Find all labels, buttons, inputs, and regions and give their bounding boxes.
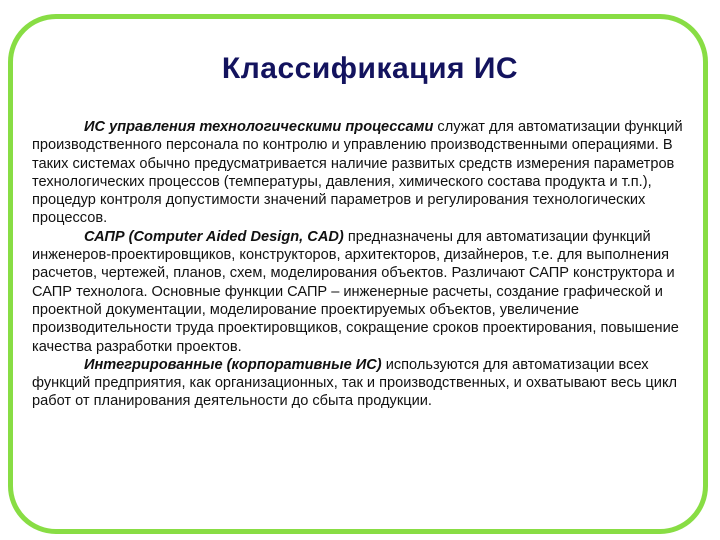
slide-body: [32, 118, 697, 411]
paragraph-integrated: [32, 356, 697, 411]
slide-title: Классификация ИС: [221, 52, 519, 85]
term-cad: САПР (Computer Aided Design, CAD): [84, 228, 344, 245]
term-integrated: Интегрированные (корпоративные ИС): [84, 356, 382, 373]
paragraph-text: служат для автоматизации функций производственного персонала по контролю и управлению производственными операциями. В таких системах обычно предусматривается наличие развитых средств измерения параметров технологических процессов (температуры, давления, химического состава продукта и т.п.), процедур контроля допустимости значений параметров и регулирования технологических процессов.: [32, 119, 683, 227]
paragraph-cad: [32, 228, 697, 356]
term-process-control: ИС управления технологическими процессами: [84, 119, 434, 135]
paragraph-process-control: [32, 118, 697, 228]
paragraph-text: используются для автоматизации всех функций предприятия, как организационных, так и производственных, и охватывают весь цикл работ от планирования деятельности до сбыта продукции.: [32, 356, 678, 410]
paragraph-text: предназначены для автоматизации функций инженеров-проектировщиков, конструкторов, архитекторов, дизайнеров, т.е. для выполнения расчетов, чертежей, планов, схем, моделирования объектов. Различают САПР конструктора и САПР технолога. Основные функции САПР – инженерные расчеты, создание графической и проектной документации, моделирование проектируемых объектов, увеличение производительности труда проектировщиков, сокращение сроков проектирования, повышение качества разработки проектов.: [32, 228, 679, 355]
